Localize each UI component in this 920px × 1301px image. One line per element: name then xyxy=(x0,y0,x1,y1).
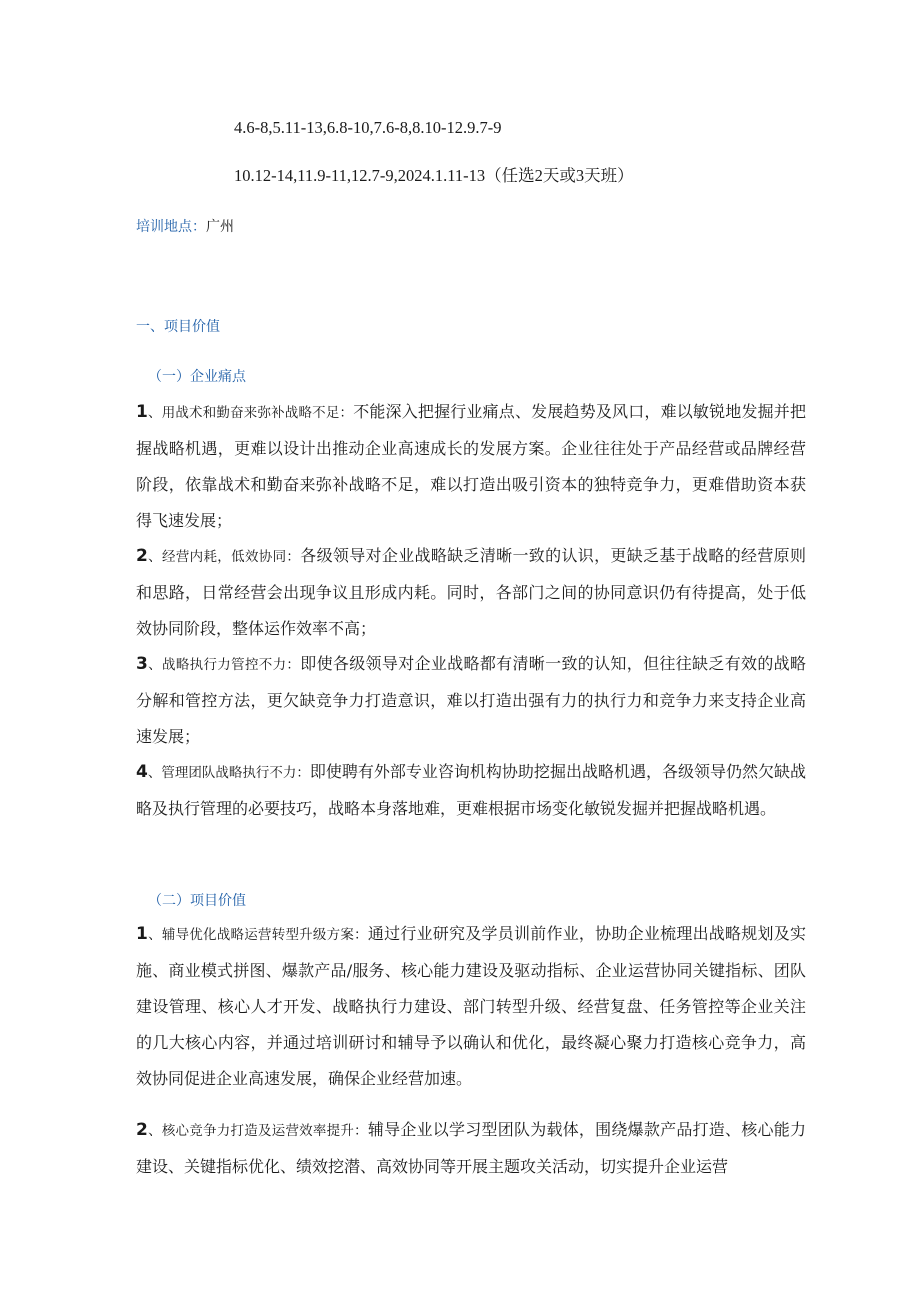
item-text: 不能深入把握行业痛点、发展趋势及风口，难以敏锐地发掘并把握战略机遇，更难以设计出推动企业高速成长的发展方案。企业往往处于产品经营或品牌经营阶段，依靠战术和勤奋来弥补战略不足，难以打造出吸引资本的独特竞争力，更难借助资本获得飞速发展； xyxy=(136,402,806,530)
item-number: 3 xyxy=(136,654,148,674)
section-heading-project-value: 一、项目价值 xyxy=(136,319,220,335)
item-number: 2 xyxy=(136,546,148,566)
item-label: 、经营内耗，低效协同： xyxy=(147,549,301,565)
location-value: 广州 xyxy=(206,219,234,235)
item-label: 、用战术和勤奋来弥补战略不足： xyxy=(147,405,354,421)
item-text: 即使各级领导对企业战略都有清晰一致的认知，但往往缺乏有效的战略分解和管控方法，更欠缺竞争力打造意识，难以打造出强有力的执行力和竞争力来支持企业高速发展； xyxy=(136,654,806,746)
schedule-dates-line-1: 4.6-8,5.11-13,6.8-10,7.6-8,8.10-12.9.7-9 xyxy=(234,118,502,137)
project-value-item-2 xyxy=(136,1112,806,1185)
item-number: 1 xyxy=(136,402,148,422)
item-label: 、核心竞争力打造及运营效率提升： xyxy=(147,1123,368,1139)
item-label: 、管理团队战略执行不力： xyxy=(147,765,310,781)
training-location xyxy=(136,216,234,238)
item-number: 1 xyxy=(136,924,148,944)
item-number: 2 xyxy=(136,1120,148,1140)
subsection-heading-pain-points: （一）企业痛点 xyxy=(148,369,246,385)
pain-point-item-4 xyxy=(136,754,806,827)
subsection-heading-project-value: （二）项目价值 xyxy=(148,893,246,909)
location-label: 培训地点： xyxy=(136,219,206,235)
item-text: 即使聘有外部专业咨询机构协助挖掘出战略机遇，各级领导仍然欠缺战略及执行管理的必要技巧，战略本身落地难，更难根据市场变化敏锐发掘并把握战略机遇。 xyxy=(136,762,806,818)
pain-point-item-3 xyxy=(136,646,806,755)
item-label: 、辅导优化战略运营转型升级方案： xyxy=(147,927,368,943)
item-number: 4 xyxy=(136,762,148,782)
item-text: 辅导企业以学习型团队为载体，围绕爆款产品打造、核心能力建设、关键指标优化、绩效挖潜、高效协同等开展主题攻关活动，切实提升企业运营 xyxy=(136,1120,806,1176)
item-label: 、战略执行力管控不力： xyxy=(147,657,301,673)
pain-point-item-2 xyxy=(136,538,806,647)
pain-point-item-1 xyxy=(136,394,806,539)
schedule-dates-line-2: 10.12-14,11.9-11,12.7-9,2024.1.11-13（任选2天或3天班） xyxy=(234,166,634,185)
item-text: 通过行业研究及学员训前作业，协助企业梳理出战略规划及实施、商业模式拼图、爆款产品/服务、核心能力建设及驱动指标、企业运营协同关键指标、团队建设管理、核心人才开发、战略执行力建设、部门转型升级、经营复盘、任务管控等企业关注的几大核心内容，并通过培训研讨和辅导予以确认和优化，最终凝心聚力打造核心竞争力，高效协同促进企业高速发展，确保企业经营加速。 xyxy=(136,924,806,1088)
project-value-item-1 xyxy=(136,916,806,1097)
item-text: 各级领导对企业战略缺乏清晰一致的认识，更缺乏基于战略的经营原则和思路，日常经营会出现争议且形成内耗。同时，各部门之间的协同意识仍有待提高，处于低效协同阶段，整体运作效率不高； xyxy=(136,546,806,638)
